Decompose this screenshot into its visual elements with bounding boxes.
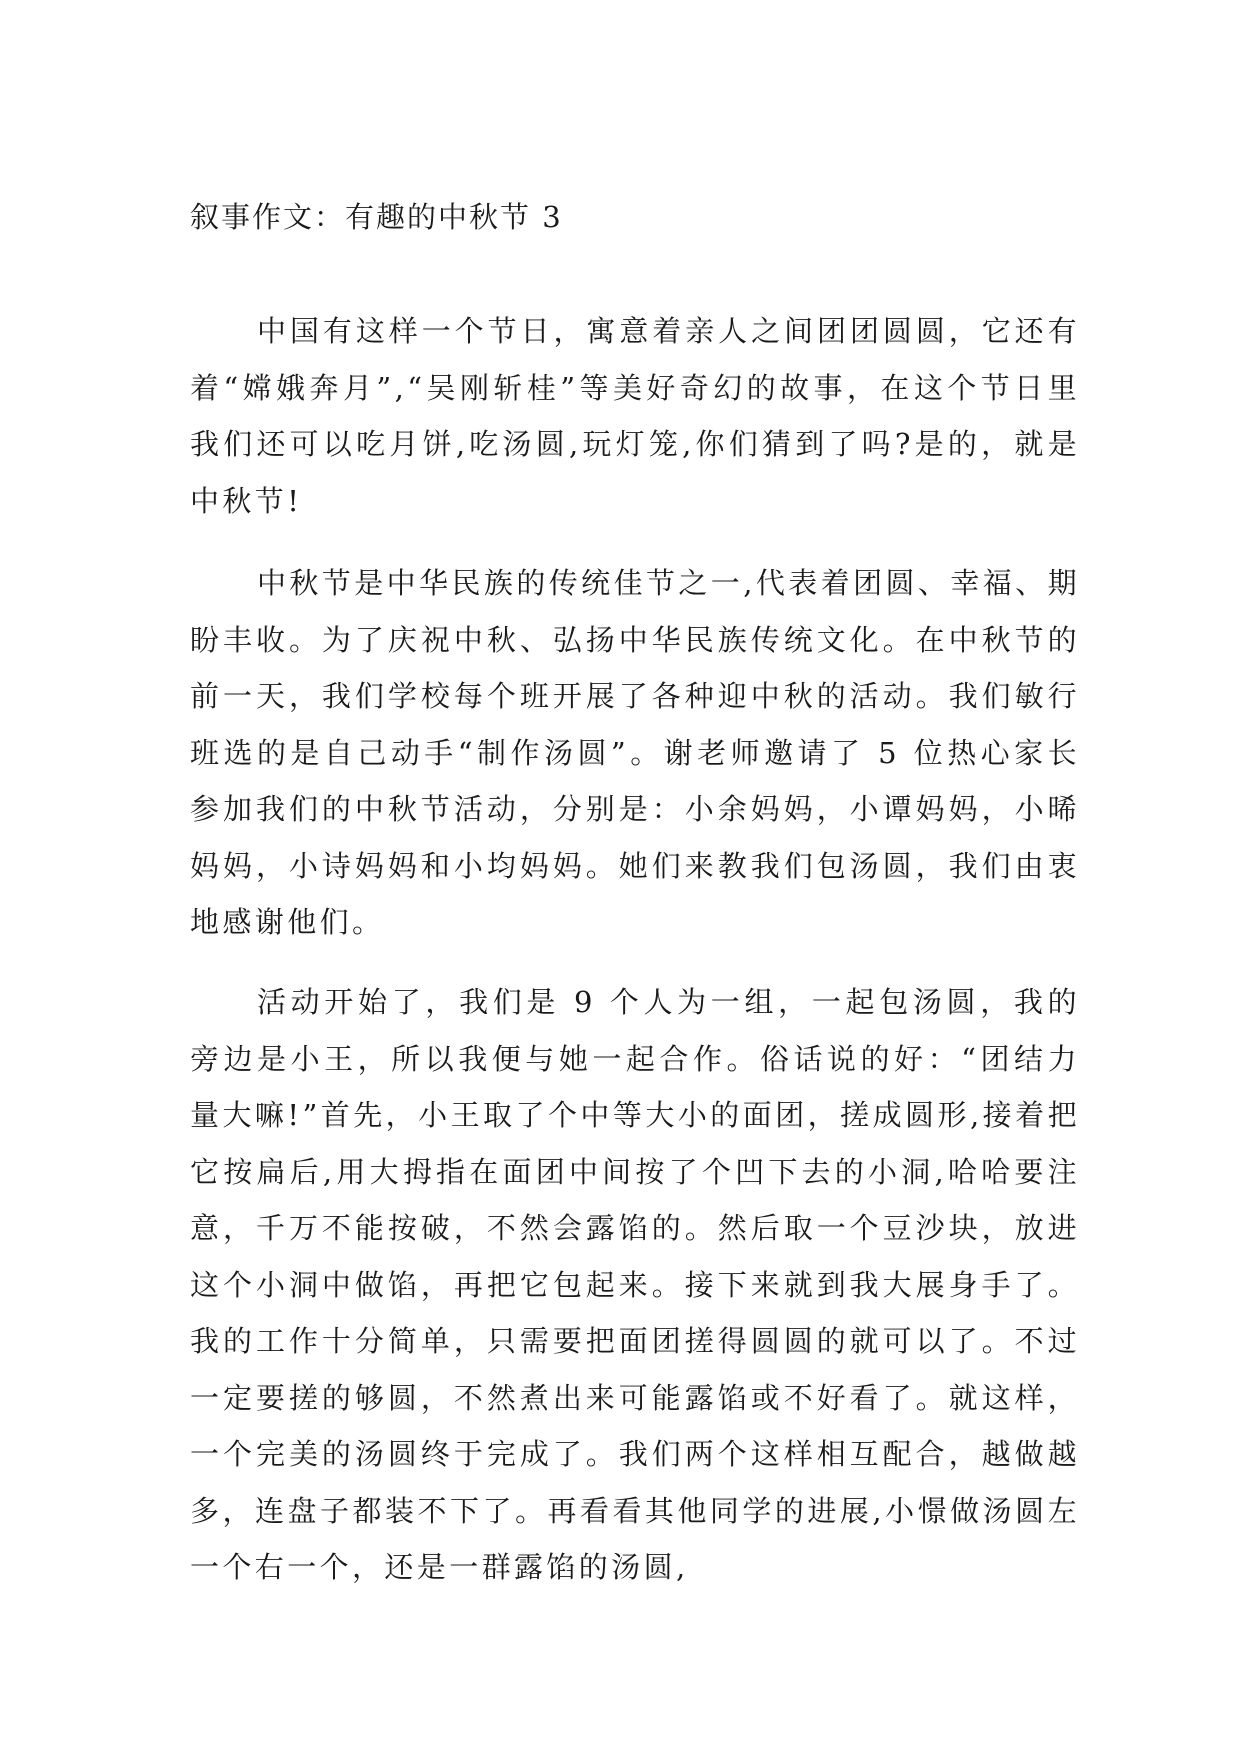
essay-title: 叙事作文：有趣的中秋节 3 (190, 200, 563, 234)
paragraph-1: 中国有这样一个节日，寓意着亲人之间团团圆圆，它还有着“嫦娥奔月”,“吴刚斩桂”等美好奇幻的故事，在这个节日里我们还可以吃月饼,吃汤圆,玩灯笼,你们猜到了吗?是的，就是中秋节! (190, 314, 1080, 518)
paragraph-3: 活动开始了，我们是 9 个人为一组，一起包汤圆，我的旁边是小王，所以我便与她一起合作。俗话说的好：“团结力量大嘛!”首先，小王取了个中等大小的面团，搓成圆形,接着把它按扁后,用大拇指在面团中间按了个凹下去的小洞,哈哈要注意，千万不能按破，不然会露馅的。然后取一个豆沙块，放进这个小洞中做馅，再把它包起来。接下来就到我大展身手了。我的工作十分简单，只需要把面团搓得圆圆的就可以了。不过一定要搓的够圆，不然煮出来可能露馅或不好看了。就这样，一个完美的汤圆终于完成了。我们两个这样相互配合，越做越多，连盘子都装不下了。再看看其他同学的进展,小憬做汤圆左一个右一个，还是一群露馅的汤圆, (190, 985, 1080, 1584)
paragraph-2: 中秋节是中华民族的传统佳节之一,代表着团圆、幸福、期盼丰收。为了庆祝中秋、弘扬中华民族传统文化。在中秋节的前一天，我们学校每个班开展了各种迎中秋的活动。我们敏行班选的是自己动手“制作汤圆”。谢老师邀请了 5 位热心家长参加我们的中秋节活动，分别是：小余妈妈，小谭妈妈，小晞妈妈，小诗妈妈和小均妈妈。她们来教我们包汤圆，我们由衷地感谢他们。 (190, 566, 1080, 939)
